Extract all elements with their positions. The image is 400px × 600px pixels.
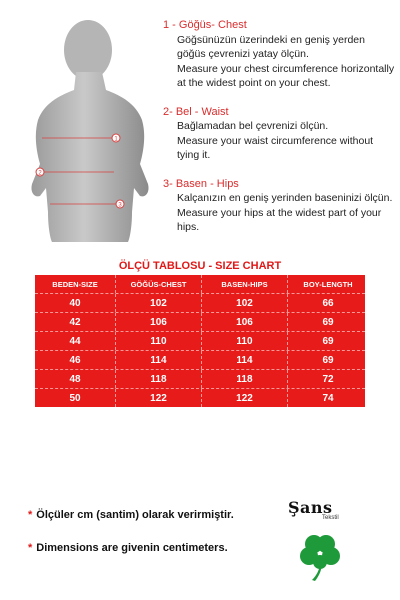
cell-length: 66 <box>322 297 334 309</box>
table-row <box>35 389 365 407</box>
measurement-instructions <box>163 18 395 249</box>
cell-chest: 110 <box>116 332 202 350</box>
instruction-heading: 2- Bel - Waist <box>163 105 229 118</box>
cell-chest: 122 <box>116 389 202 407</box>
cell-chest: 106 <box>116 313 202 331</box>
cell-hips: 110 <box>202 332 288 350</box>
table-row <box>35 332 365 351</box>
instruction-chest <box>163 18 395 91</box>
brand-logo <box>288 498 358 521</box>
chest-marker <box>112 134 120 143</box>
cell-hips: 114 <box>202 351 288 369</box>
cell-length: 69 <box>322 354 334 366</box>
header-size: BEDEN-SIZE <box>35 275 116 293</box>
instruction-heading: 1 - Göğüs- Chest <box>163 19 247 31</box>
svg-text:3: 3 <box>118 202 122 209</box>
footnote-tr <box>28 509 234 521</box>
cell-length: 69 <box>322 335 334 347</box>
cell-length: 74 <box>322 392 334 404</box>
cell-chest: 102 <box>116 294 202 312</box>
table-row <box>35 294 365 313</box>
cell-hips: 106 <box>202 313 288 331</box>
table-row <box>35 351 365 370</box>
hips-marker <box>116 200 124 209</box>
footnote-star: * <box>28 542 33 554</box>
cell-size: 50 <box>35 389 116 407</box>
figure-torso <box>31 72 148 242</box>
instruction-waist <box>163 105 395 163</box>
instruction-text-tr: Kalçanızın en geniş yerinden baseninizi ölçün. <box>177 192 393 204</box>
table-row <box>35 313 365 332</box>
header-hips: BASEN-HIPS <box>202 275 288 293</box>
brand-subtitle: Tekstil <box>322 515 339 521</box>
instruction-text-en: Measure your hips at the widest part of your hips. <box>177 206 382 233</box>
cell-size: 40 <box>35 294 116 312</box>
instruction-text-tr: Bağlamadan bel çevrenizi ölçün. <box>177 120 329 132</box>
clover-icon <box>292 526 348 582</box>
cell-size: 44 <box>35 332 116 350</box>
body-measurement-figure <box>10 12 170 242</box>
header-chest: GÖĞÜS-CHEST <box>116 275 202 293</box>
figure-head <box>64 20 112 80</box>
svg-text:1: 1 <box>114 136 118 143</box>
cell-chest: 118 <box>116 370 202 388</box>
instruction-hips <box>163 177 395 235</box>
brand-name: Şans <box>288 498 333 517</box>
cell-hips: 118 <box>202 370 288 388</box>
table-row <box>35 370 365 389</box>
cell-size: 46 <box>35 351 116 369</box>
instruction-text-en: Measure your chest circumference horizontally at the widest point on your chest. <box>177 62 395 89</box>
cell-length: 72 <box>322 373 334 385</box>
size-chart-table <box>35 275 365 407</box>
waist-marker <box>36 168 44 177</box>
instruction-text-tr: Göğsünüzün üzerindeki en geniş yerden göğüs çevrenizi yatay ölçün. <box>177 33 365 60</box>
cell-hips: 122 <box>202 389 288 407</box>
cell-size: 48 <box>35 370 116 388</box>
footnote-en <box>28 542 228 554</box>
instruction-text-en: Measure your waist circumference without tying it. <box>177 134 374 161</box>
footnote-text: Dimensions are givenin centimeters. <box>36 542 228 554</box>
svg-text:2: 2 <box>38 170 42 177</box>
instruction-heading: 3- Basen - Hips <box>163 177 239 190</box>
cell-length: 69 <box>322 316 334 328</box>
header-length: BOY-LENGTH <box>303 279 353 289</box>
footnote-text: Ölçüler cm (santim) olarak verirmiştir. <box>36 509 234 521</box>
footnote-star: * <box>28 509 33 521</box>
cell-chest: 114 <box>116 351 202 369</box>
table-header-row <box>35 275 365 294</box>
cell-size: 42 <box>35 313 116 331</box>
size-chart-title: ÖLÇÜ TABLOSU - SIZE CHART <box>118 260 282 272</box>
cell-hips: 102 <box>202 294 288 312</box>
